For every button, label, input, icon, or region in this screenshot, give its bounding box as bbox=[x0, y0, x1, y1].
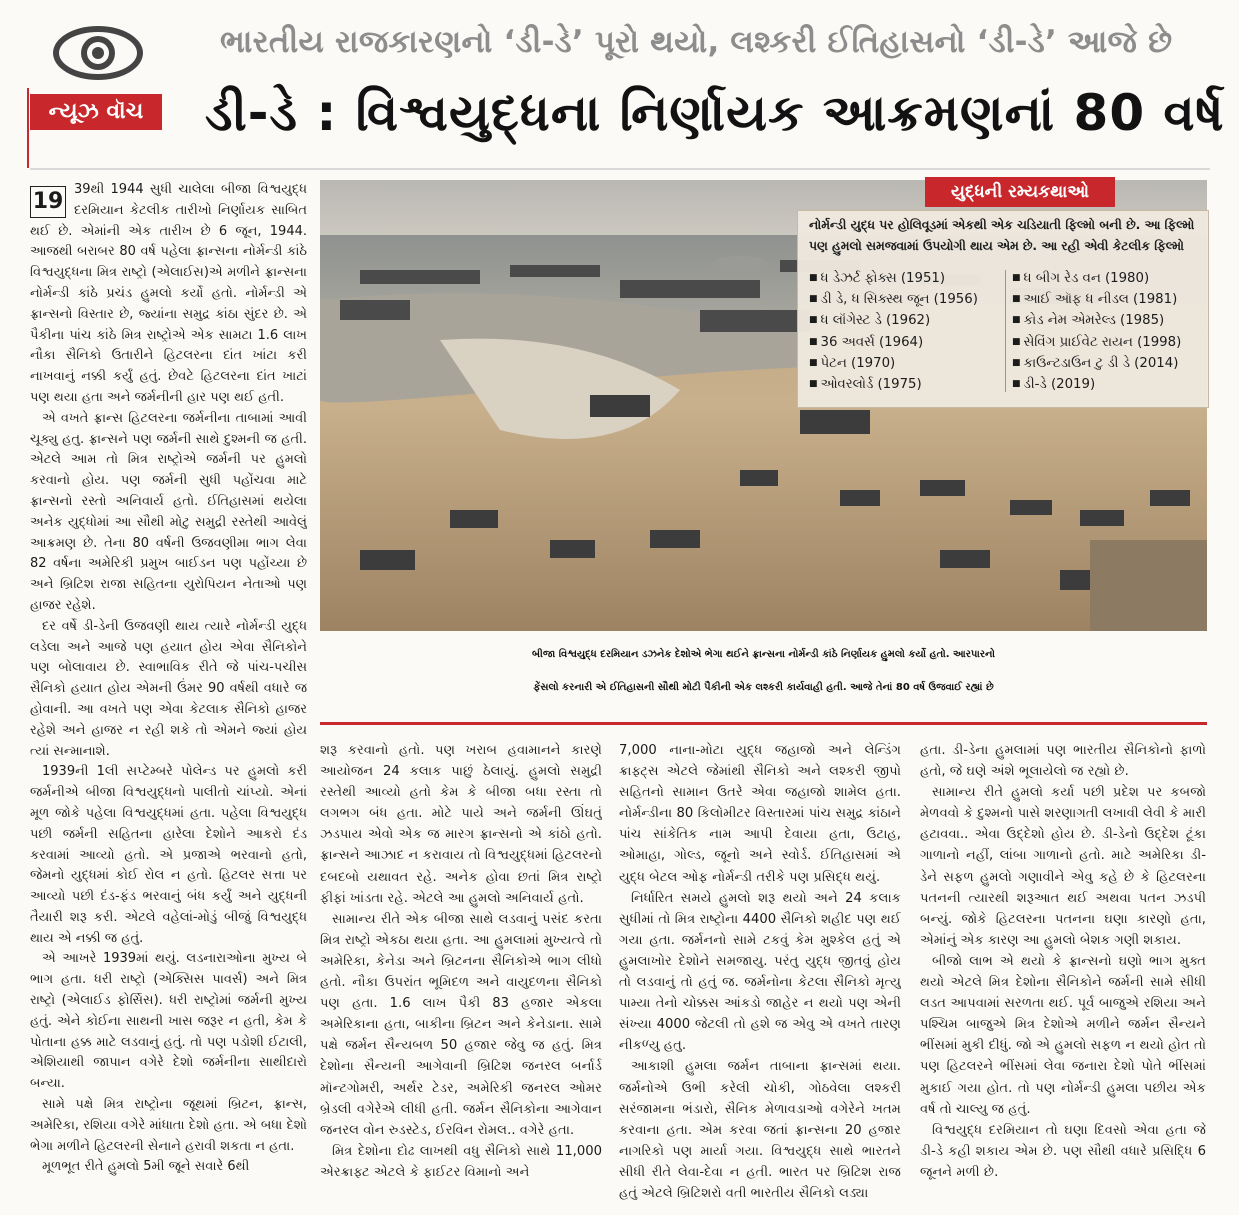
film-item: ■ કાઉન્ટડાઉન ટુ ડી ડે (2014) bbox=[1012, 353, 1202, 374]
film-item: ■ પેટન (1970) bbox=[809, 353, 999, 374]
section-tag: ન્યૂઝ વૉચ bbox=[30, 94, 162, 130]
caption-line-1: બીજા વિશ્વયુદ્ધ દરમિયાન ડઝનેક દેશોએ ભેગા થઈને ફ્રાન્સના નોર્મન્ડી કાંઠે નિર્ણાયક હુમલો કર્યો હતો. આરપારનો bbox=[532, 649, 995, 660]
film-item: ■ સેવિંગ પ્રાઈવેટ રાયન (1998) bbox=[1012, 332, 1202, 353]
film-item: ■ કોડ નેમ એમરેલ્ડ (1985) bbox=[1012, 310, 1202, 331]
sidebar-intro: નોર્મન્ડી યુદ્ધ પર હોલિવૂડમાં એકથી એક ચડિયાતી ફિલ્મો બની છે. આ ફિલ્મો પણ હુમલો સમજવામાં ઉપયોગી થાય એમ છે. આ રહી એવી કેટલીક ફિલ્મો bbox=[809, 218, 1195, 253]
paragraph: એ આખરે 1939માં થયું. લડનારાઓના મુખ્ય બે ભાગ હતા. ધરી રાષ્ટ્રો (એક્સિસ પાવર્સ) અને મિત્ર રાષ્ટ્રો (એલાઈડ ફોર્સિસ). ધરી રાષ્ટ્રોમાં જર્મની મુખ્ય હતું. એને કોઈના સાથની ખાસ જરૂર ન હતી, કેમ કે પોતાના હક્ક માટે લડવાનું હતું. તો પણ પડોશી ઈટાલી, એશિયાથી જાપાન વગેરે દેશો જર્મનીના સાથીદારો બન્યા. bbox=[30, 951, 307, 1092]
film-item: ■ ડી ડે, ધ સિક્સ્થ જૂન (1956) bbox=[809, 289, 999, 310]
paragraph: વિશ્વયુદ્ધ દરમિયાન તો ઘણા દિવસો એવા હતા જે ડી-ડે કહી શકાય એમ છે. પણ સૌથી વધારે પ્રસિદ્ધિ 6 જૂનને મળી છે. bbox=[920, 1122, 1206, 1180]
film-item: ■ ધ ડેઝર્ટ ફોક્સ (1951) bbox=[809, 268, 999, 289]
paragraph: 39થી 1944 સુધી ચાલેલા બીજા વિશ્વયુદ્ધ દરમિયાન કેટલીક તારીખો નિર્ણાયક સાબિત થઈ છે. એમાંની એક તારીખ છે 6 જૂન, 1944. આજથી બરાબર 80 વર્ષ પહેલા ફ્રાન્સના નોર્મન્ડી કાંઠે વિશ્વયુદ્ધના મિત્ર રાષ્ટ્રો (એલાઈસ)એ મળીને ફ્રાન્સના નોર્મન્ડી કાંઠે પ્રચંડ હુમલો કર્યો હતો. નોર્મન્ડી એ ફ્રાન્સનો વિસ્તાર છે, જ્યાંના સમુદ્ર કાંઠા સુંદર છે. એ પૈકીના પાંચ કાંઠે મિત્ર રાષ્ટ્રોએ એક સામટા 1.6 લાખ નૌકા સૈનિકો ઉતારીને હિટલરના દાંત ખાંટા કરી નાખવાનું નક્કી કર્યું હતું. છેવટે હિટલરના દાંત ખાટાં પણ થયા હતા અને જર્મનીની હાર પણ થઈ હતી. bbox=[30, 182, 307, 405]
divider bbox=[30, 168, 1210, 170]
article-column-1 bbox=[30, 180, 307, 1205]
page-title: ડી-ડે : વિશ્વયુદ્ધના નિર્ણાયક આક્રમણનાં 80 વર્ષ bbox=[205, 84, 1225, 142]
photo-caption bbox=[320, 638, 1207, 720]
films-list-right bbox=[1012, 268, 1202, 395]
films-list-left bbox=[809, 268, 999, 395]
sidebar-tag: યુદ્ધની રમ્યકથાઓ bbox=[925, 177, 1115, 207]
paragraph: 1939ની 1લી સપ્ટેમ્બરે પોલેન્ડ પર હુમલો કરી જર્મનીએ બીજા વિશ્વયુદ્ધનો પાલીતો ચાંપ્યો. એનાં મૂળ જોકે પહેલા વિશ્વયુદ્ધમાં હતા. પહેલા વિશ્વયુદ્ધ પછી જર્મની સહિતના હારેલા દેશોને આકરો દંડ કરવામાં આવ્યો હતો. એ પ્રજાએ ભરવાનો હતો, જેમનો યુદ્ધમાં કોઈ રોલ ન હતો. હિટલર સત્તા પર આવ્યો પછી દંડ-ફંડ ભરવાનું બંધ કર્યું અને યુદ્ધની તૈયારી શરૂ કરી. એટલે વહેલાં-મોડું બીજું વિશ્વયુદ્ધ થાય એ નક્કી જ હતું. bbox=[30, 764, 307, 946]
film-item: ■ ડી-ડે (2019) bbox=[1012, 374, 1202, 395]
paragraph: હતા. ડી-ડેના હુમલામાં પણ ભારતીય સૈનિકોનો ફાળો હતો, જે ઘણે અંશે ભૂલાયેલો જ રહ્યો છે. bbox=[920, 743, 1206, 780]
eye-icon bbox=[50, 22, 146, 84]
caption-line-2: ફેંસલો કરનારી એ ઈતિહાસની સૌથી મોટી પૈકીની એક લશ્કરી કાર્યવાહી હતી. આજે તેનાં 80 વર્ષ ઉજવાઈ રહ્યાં છે bbox=[533, 682, 994, 693]
paragraph: સામાન્ય રીતે એક બીજા સાથે લડવાનું પસંદ કરતા મિત્ર રાષ્ટ્રો એકઠા થયા હતા. આ હુમલામાં મુખ્યત્વે તો અમેરિકા, કેનેડા અને બ્રિટનના સૈનિકોએ ભાગ લીધો હતો. નૌકા ઉપરાંત ભૂમિદળ અને વાયુદળના સૈનિકો પણ હતા. 1.6 લાખ પૈકી 83 હજાર એકલા અમેરિકાના હતા, બાકીના બ્રિટન અને કેનેડાના. સામે પક્ષે જર્મન સૈન્યબળ 50 હજાર જેવુ જ હતું. મિત્ર દેશોના સૈન્યની આગેવાની બ્રિટિશ જનરલ બર્નાર્ડ મૉન્ટગોમરી, અર્થર ટેડર, અમેરિકી જનરલ ઓમર બ્રેડલી વગેરેએ લીધી હતી. જર્મન સૈનિકોના આગેવાન જનરલ વોન રુડસ્ટેડ, ઈરવિન રોમલ.. વગેરે હતા. bbox=[320, 911, 602, 1138]
film-item: ■ 36 અવર્સ (1964) bbox=[809, 332, 999, 353]
paragraph: શરૂ કરવાનો હતો. પણ ખરાબ હવામાનને કારણે આયોજન 24 કલાક પાછું ઠેલાયું. હુમલો સમુદ્રી રસ્તેથી આવ્યો હતો કેમ કે બીજા બધા રસ્તા તો લગભગ બંધ હતા. મોટે પાયે અને જર્મની ઊંઘતું ઝડપાય એવો એક જ મારગ ફ્રાન્સનો એ કાંઠો હતો. ફ્રાન્સને આઝાદ ન કરાવાય તો વિશ્વયુદ્ધમાં હિટલરનો દબદબો યથાવત રહે. અનેક હોવા છતાં મિત્ર રાષ્ટ્રો ફીફાં ખાંડતા રહે. એટલે આ હુમલો અનિવાર્ય હતો. bbox=[320, 743, 602, 906]
paragraph: નિર્ધારિત સમયે હુમલો શરૂ થયો અને 24 કલાક સુધીમાં તો મિત્ર રાષ્ટ્રોના 4400 સૈનિકો શહીદ પણ થઈ ગયા હતા. જર્મનનો સામે ટકવું કેમ મુશ્કેલ હતું એ હુમલાખોર દેશોને સમજાયુ. પરંતુ યુદ્ધ જીતવું હોય તો લડવાનું તો હતું જ. જર્મનોના કેટલા સૈનિકો મૃત્યુ પામ્યા તેનો ચોક્કસ આંકડો જાહેર ન થયો પણ એની સંખ્યા 4000 જેટલી તો હશે જ એવુ એ વખતે તારણ નીકળ્યુ હતુ. bbox=[619, 890, 901, 1054]
article-column-3 bbox=[619, 740, 901, 1205]
paragraph: સામાન્ય રીતે હુમલો કર્યા પછી પ્રદેશ પર કબજો મેળવવો કે દુશ્મનો પાસે શરણાગતી લખાવી લેવી કે મારી હટાવવા.. એવા ઉદ્દેશો હોય છે. ડી-ડેનો ઉદ્દેશ ટૂંકા ગાળાનો નહીં, લાંબા ગાળાનો હતો. માટે અમેરિકા ડી-ડેને સફળ હુમલો ગણાવીને એવુ કહે છે કે હિટલરના પતનની ત્યારથી શરૂઆત થઈ અથવા પતન ઝડપી બન્યું. જોકે હિટલરના પતનના ઘણા કારણો હતા, એમાંનું એક કારણ આ હુમલો બેશક ગણી શકાય. bbox=[920, 785, 1206, 948]
kicker: ભારતીય રાજકારણનો ‘ડી-ડે’ પૂરો થયો, લશ્કરી ઈતિહાસનો ‘ડી-ડે’ આજે છે bbox=[220, 24, 1173, 60]
film-item: ■ આઈ ઑફ ધ નીડલ (1981) bbox=[1012, 289, 1202, 310]
paragraph: સામે પક્ષે મિત્ર રાષ્ટ્રોના જૂથમાં બ્રિટન, ફ્રાન્સ, અમેરિકા, રશિયા વગેરે માંધાતા દેશો હતા. એ બધા દેશો ભેગા મળીને હિટલરની સેનાને હરાવી શકતા ન હતા. bbox=[30, 1097, 307, 1154]
caption-rule bbox=[320, 722, 1207, 725]
film-item: ■ ધ બીગ રેડ વન (1980) bbox=[1012, 268, 1202, 289]
paragraph: મિત્ર દેશોના દોઢ લાખથી વધુ સૈનિકો સાથે 11,000 એરક્રાફ્ટ એટલે કે ફાઈટર વિમાનો અને bbox=[320, 1143, 602, 1180]
film-item: ■ ધ લૉંગેસ્ટ ડે (1962) bbox=[809, 310, 999, 331]
paragraph: બીજો લાભ એ થયો કે ફ્રાન્સનો ઘણો ભાગ મુક્ત થયો એટલે મિત્ર દેશોના સૈનિકોને જર્મની સામે સીધી લડત આપવામાં સરળતા થઈ. પૂર્વ બાજુએ રશિયા અને પશ્ચિમ બાજુએ મિત્ર દેશોએ મળીને જર્મન સૈન્યને ભીંસમાં મુકી દીધું. જો એ હુમલો સફળ ન થયો હોત તો પણ હિટલરને ભીંસમાં લેવા જનારા દેશો પોતે ભીંસમાં મુકાઈ ગયા હોત. તો પણ નોર્મન્ડી હુમલા પછીય એક વર્ષ તો ચાલ્યુ જ હતું. bbox=[920, 953, 1206, 1117]
tag-rule bbox=[27, 88, 29, 168]
sidebar-divider bbox=[1005, 270, 1006, 392]
paragraph: મૂળભૂત રીતે હુમલો 5મી જૂને સવારે 6થી bbox=[42, 1159, 250, 1175]
page-number: 19 bbox=[30, 186, 66, 218]
paragraph: એ વખતે ફ્રાન્સ હિટલરના જર્મનીના તાબામાં આવી ચૂક્યુ હતુ. ફ્રાન્સને પણ જર્મની સાથે દુશ્મની જ હતી. એટલે આમ તો મિત્ર રાષ્ટ્રોએ જર્મની પર હુમલો કરવાનો હોય. પણ જર્મની સુધી પહોંચવા માટે ફ્રાન્સનો રસ્તો અનિવાર્ય હતો. ઈતિહાસમાં થયેલા અનેક યુદ્ધોમાં આ સૌથી મોટુ સમુદ્રી રસ્તેથી આવેલું આક્રમણ છે. તેના 80 વર્ષની ઉજવણીમા ભાગ લેવા 82 વર્ષના અમેરિકી પ્રમુખ બાઈડન પણ પહોંચ્યા છે અને બ્રિટિશ રાજા સહિતના યુરોપિયન નેતાઓ પણ હાજર રહેશે. bbox=[30, 410, 307, 613]
eye-logo bbox=[50, 22, 146, 84]
paragraph: દર વર્ષે ડી-ડેની ઉજવણી થાય ત્યારે નોર્મન્ડી યુદ્ધ લડેલા અને આજે પણ હયાત હોય એવા સૈનિકોને પણ બોલાવાય છે. સ્વાભાવિક રીતે જે પાંચ-પચીસ સૈનિકો હયાત હોય એમની ઉંમર 90 વર્ષથી વધારે જ હોવાની. આ વખતે પણ એવા કેટલાક સૈનિકો હાજર રહેશે અને હાજર ન રહી શકે તો એમને જ્યાં હોય ત્યાં સન્માનાશે. bbox=[30, 618, 307, 759]
film-item: ■ ઓવરલોર્ડ (1975) bbox=[809, 374, 999, 395]
paragraph: આકાશી હુમલા જર્મન તાબાના ફ્રાન્સમાં થયા. જર્મનોએ ઉભી કરેલી ચોકી, ગોઠવેલા લશ્કરી સરંજામના ભંડારો, સૈનિક મેળાવડાઓ વગેરેને ખતમ કરવાના હતા. એમ કરવા જતાં ફ્રાન્સના 20 હજાર નાગરિકો પણ માર્યા ગયા. વિશ્વયુદ્ધ સાથે ભારતને સીધી રીતે લેવા-દેવા ન હતી. ભારત પર બ્રિટિશ રાજ હતું એટલે બ્રિટિશરો વતી ભારતીય સૈનિકો લડ્યા bbox=[619, 1059, 901, 1201]
article-column-4 bbox=[920, 740, 1206, 1205]
paragraph: 7,000 નાના-મોટા યુદ્ધ જહાજો અને લેન્ડિંગ ક્રાફ્ટ્સ એટલે જેમાંથી સૈનિકો અને લશ્કરી જીપો સહિતનો સામાન ઉતરે એવા જહાજો શામેલ હતા. નોર્મન્ડીના 80 કિલોમીટર વિસ્તારમાં પાંચ સમુદ્ર કાંઠાને પાંચ સાંકેતિક નામ આપી દેવાયા હતા, ઉટાહ, ઓમાહા, ગોલ્ડ, જૂનો અને સ્વોર્ડ. ઈતિહાસમાં એ યુદ્ધ બેટલ ઓફ નોર્મન્ડી તરીકે પણ પ્રસિદ્ધ થયું. bbox=[619, 743, 901, 885]
article-column-2 bbox=[320, 740, 602, 1205]
